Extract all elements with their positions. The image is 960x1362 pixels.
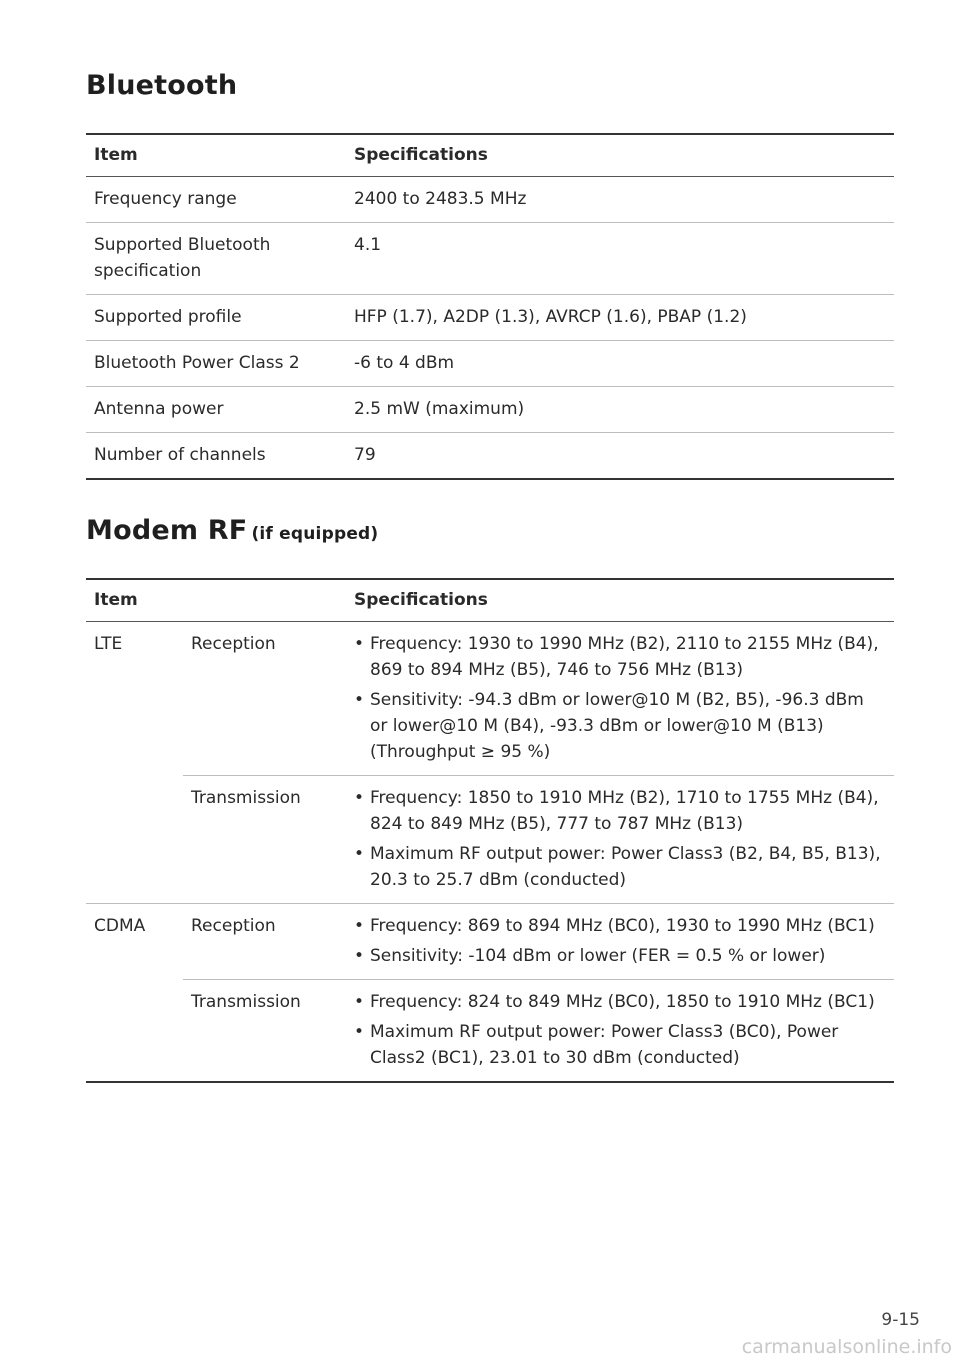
list-item: • Maximum RF output power: Power Class3 (BC0), Power Class2 (BC1), 23.01 to 30 dBm (conducted) [354,1019,886,1071]
table-row [86,341,894,387]
list-item: • Frequency: 869 to 894 MHz (BC0), 1930 to 1990 MHz (BC1) [354,913,886,939]
modem-rf-section-title [86,515,378,546]
cdma-reception-label: Reception [191,916,276,936]
list-item: • Maximum RF output power: Power Class3 (B2, B4, B5, B13), 20.3 to 25.7 dBm (conducted) [354,841,886,893]
specifications-column-header: Specifications [354,590,488,610]
page-number: 9-15 [881,1310,920,1330]
list-item: • Frequency: 1930 to 1990 MHz (B2), 2110 to 2155 MHz (B4), 869 to 894 MHz (B5), 746 to 756 MHz (B13) [354,631,886,683]
table-row [86,433,894,480]
table-row [86,177,894,223]
modem-rf-title-text: Modem RF [86,515,248,546]
item-cell: Number of channels [94,445,266,465]
cdma-category-cell: CDMA [86,904,183,1083]
lte-reception-specs [346,622,894,776]
lte-reception-label: Reception [191,634,276,654]
lte-category-cell: LTE [86,622,183,904]
cdma-transmission-specs [346,980,894,1083]
item-cell: Antenna power [94,399,224,419]
spec-cell: 2400 to 2483.5 MHz [354,189,527,209]
table-header-row [86,134,894,177]
table-row [86,904,894,980]
item-cell: Supported profile [94,307,242,327]
list-item: • Frequency: 824 to 849 MHz (BC0), 1850 to 1910 MHz (BC1) [354,989,886,1015]
bluetooth-section-title: Bluetooth [86,70,238,101]
table-header-row [86,579,894,622]
watermark: carmanualsonline.info [741,1336,952,1358]
modem-rf-subtitle: (if equipped) [251,524,379,544]
specifications-column-header: Specifications [354,145,488,165]
spec-cell: 4.1 [354,235,382,255]
item-column-header: Item [94,590,138,610]
item-column-header: Item [94,145,138,165]
cdma-transmission-label: Transmission [191,992,301,1012]
cdma-reception-specs [346,904,894,980]
item-cell: Frequency range [94,189,237,209]
lte-transmission-specs [346,776,894,904]
table-row [86,776,894,904]
table-row [86,387,894,433]
list-item: • Sensitivity: -104 dBm or lower (FER = 0.5 % or lower) [354,943,886,969]
bluetooth-spec-table [86,133,894,480]
spec-cell: 2.5 mW (maximum) [354,399,525,419]
list-item: • Frequency: 1850 to 1910 MHz (B2), 1710 to 1755 MHz (B4), 824 to 849 MHz (B5), 777 to 787 MHz (B13) [354,785,886,837]
item-cell: Supported Bluetooth specification [94,235,271,281]
table-row [86,622,894,776]
table-row [86,223,894,295]
modem-rf-spec-table [86,578,894,1083]
table-row [86,980,894,1083]
list-item: • Sensitivity: -94.3 dBm or lower@10 M (B2, B5), -96.3 dBm or lower@10 M (B4), -93.3 dBm or lower@10 M (B13) (Throughput ≥ 95 %) [354,687,886,765]
spec-cell: 79 [354,445,376,465]
table-row [86,295,894,341]
lte-transmission-label: Transmission [191,788,301,808]
spec-cell: HFP (1.7), A2DP (1.3), AVRCP (1.6), PBAP (1.2) [354,307,747,327]
item-cell: Bluetooth Power Class 2 [94,353,300,373]
spec-cell: -6 to 4 dBm [354,353,455,373]
